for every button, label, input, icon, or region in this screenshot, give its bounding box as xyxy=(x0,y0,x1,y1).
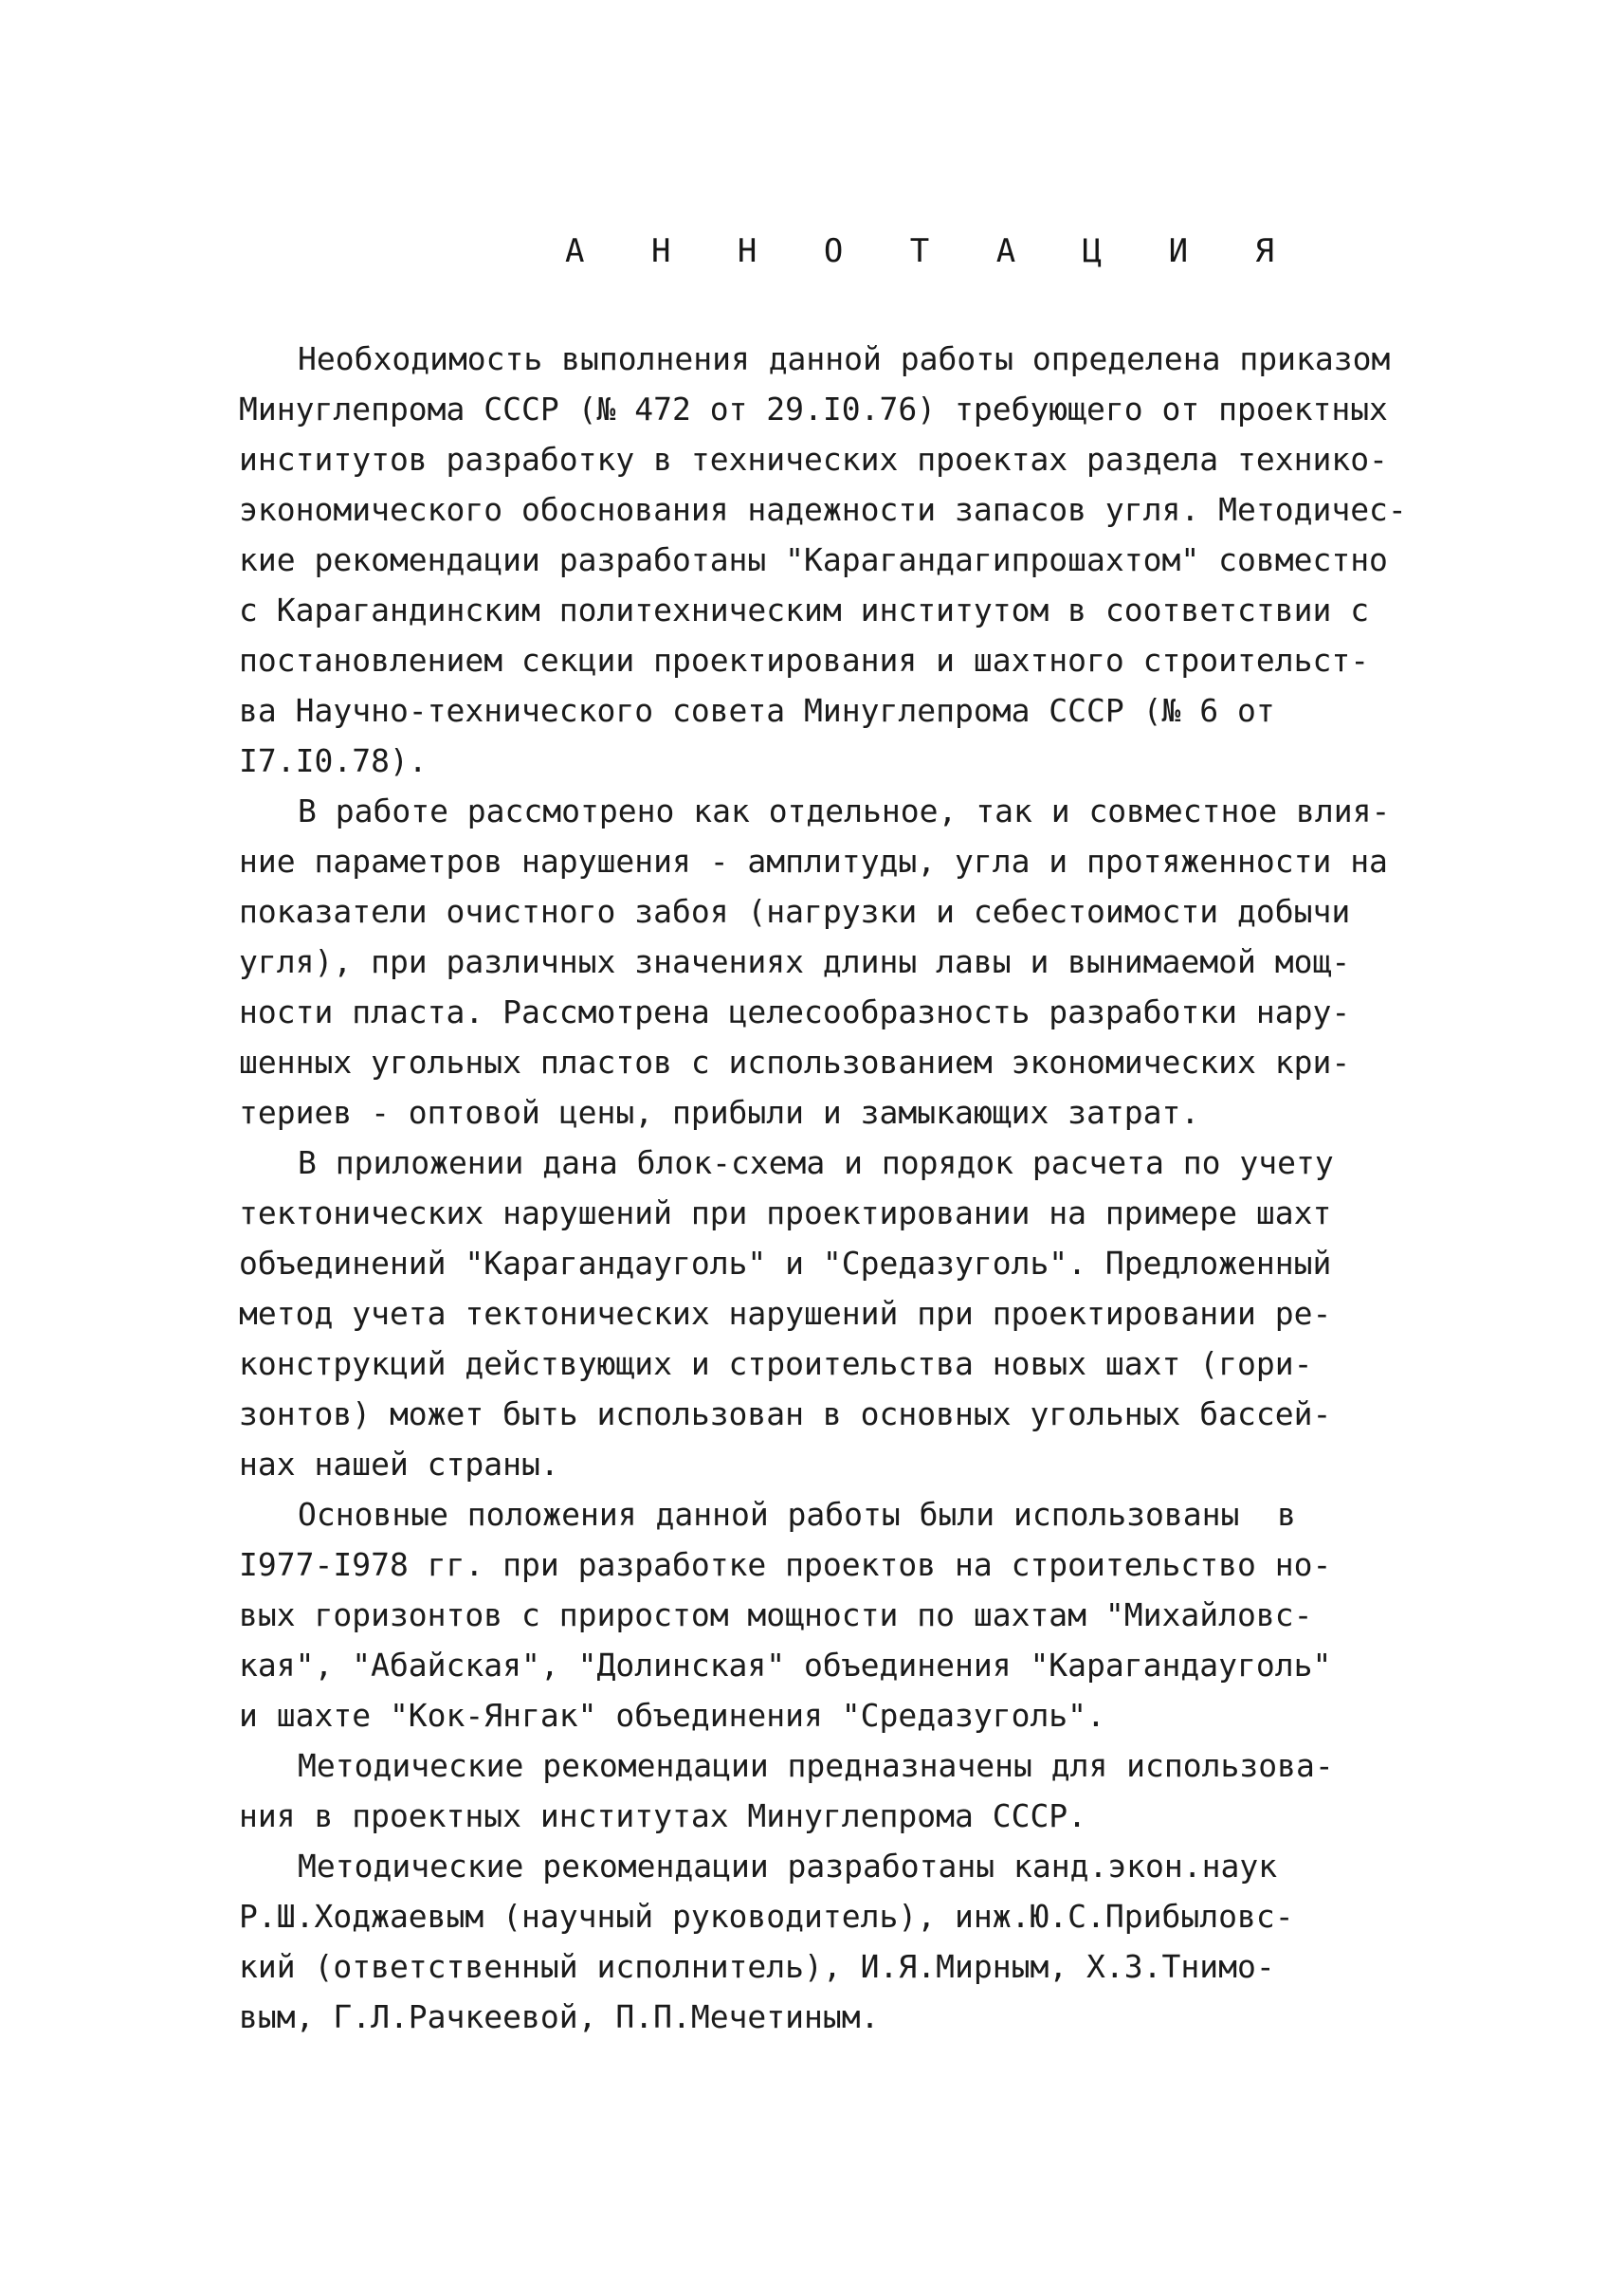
text-line: вых горизонтов с приростом мощности по шахтам "Михайловс- xyxy=(239,1596,1313,1633)
text-line: I977-I978 гг. при разработке проектов на строительство но- xyxy=(239,1546,1332,1583)
text-line: нах нашей страны. xyxy=(239,1446,559,1483)
text-line: ва Научно-технического совета Минуглепрома СССР (№ 6 от xyxy=(239,692,1275,729)
document-body xyxy=(239,334,1452,2042)
text-line: экономического обоснования надежности запасов угля. Методичес- xyxy=(239,491,1407,528)
text-line: Минуглепрома СССР (№ 472 от 29.I0.76) требующего от проектных xyxy=(239,391,1388,428)
text-line: В приложении дана блок-схема и порядок расчета по учету xyxy=(298,1144,1334,1181)
text-line: Необходимость выполнения данной работы определена приказом xyxy=(298,340,1391,377)
text-line: постановлением секции проектирования и шахтного строительст- xyxy=(239,642,1370,679)
text-line: В работе рассмотрено как отдельное, так и совместное влия- xyxy=(298,792,1391,829)
text-line: ния в проектных институтах Минуглепрома СССР. xyxy=(239,1797,1087,1834)
text-line: I7.I0.78). xyxy=(239,742,428,779)
paragraph xyxy=(239,334,1452,786)
text-line: и шахте "Кок-Янгак" объединения "Средазуголь". xyxy=(239,1697,1105,1734)
text-line: кий (ответственный исполнитель), И.Я.Мирным, Х.З.Тнимо- xyxy=(239,1948,1275,1985)
paragraph xyxy=(239,1841,1452,2042)
text-line: угля), при различных значениях длины лавы и вынимаемой мощ- xyxy=(239,943,1351,980)
text-line: Методические рекомендации предназначены для использова- xyxy=(298,1747,1334,1784)
text-line: тектонических нарушений при проектировании на примере шахт xyxy=(239,1194,1332,1231)
text-line: зонтов) может быть использован в основных угольных бассей- xyxy=(239,1395,1332,1432)
text-line: Р.Ш.Ходжаевым (научный руководитель), инж.Ю.С.Прибыловс- xyxy=(239,1898,1294,1935)
text-line: институтов разработку в технических проектах раздела технико- xyxy=(239,441,1388,478)
text-line: объединений "Карагандауголь" и "Средазуголь". Предложенный xyxy=(239,1245,1332,1282)
text-line: Основные положения данной работы были использованы в xyxy=(298,1496,1296,1533)
paragraph xyxy=(239,1740,1452,1841)
text-line: Методические рекомендации разработаны канд.экон.наук xyxy=(298,1848,1278,1885)
paragraph xyxy=(239,1138,1452,1489)
text-line: ние параметров нарушения - амплитуды, угла и протяженности на xyxy=(239,843,1388,880)
text-line: с Карагандинским политехническим институтом в соответствии с xyxy=(239,592,1370,628)
text-line: кие рекомендации разработаны "Карагандагипрошахтом" совместно xyxy=(239,541,1388,578)
page-title: А Н Н О Т А Ц И Я xyxy=(565,232,1298,270)
text-line: вым, Г.Л.Рачкеевой, П.П.Мечетиным. xyxy=(239,1998,880,2035)
text-line: шенных угольных пластов с использованием экономических кри- xyxy=(239,1044,1351,1081)
text-line: кая", "Абайская", "Долинская" объединения "Карагандауголь" xyxy=(239,1647,1332,1684)
text-line: конструкций действующих и строительства новых шахт (гори- xyxy=(239,1345,1313,1382)
text-line: ности пласта. Рассмотрена целесообразность разработки нару- xyxy=(239,993,1351,1030)
text-line: показатели очистного забоя (нагрузки и себестоимости добычи xyxy=(239,893,1351,930)
text-line: териев - оптовой цены, прибыли и замыкающих затрат. xyxy=(239,1094,1200,1131)
paragraph xyxy=(239,1489,1452,1740)
paragraph xyxy=(239,786,1452,1138)
text-line: метод учета тектонических нарушений при проектировании ре- xyxy=(239,1295,1332,1332)
